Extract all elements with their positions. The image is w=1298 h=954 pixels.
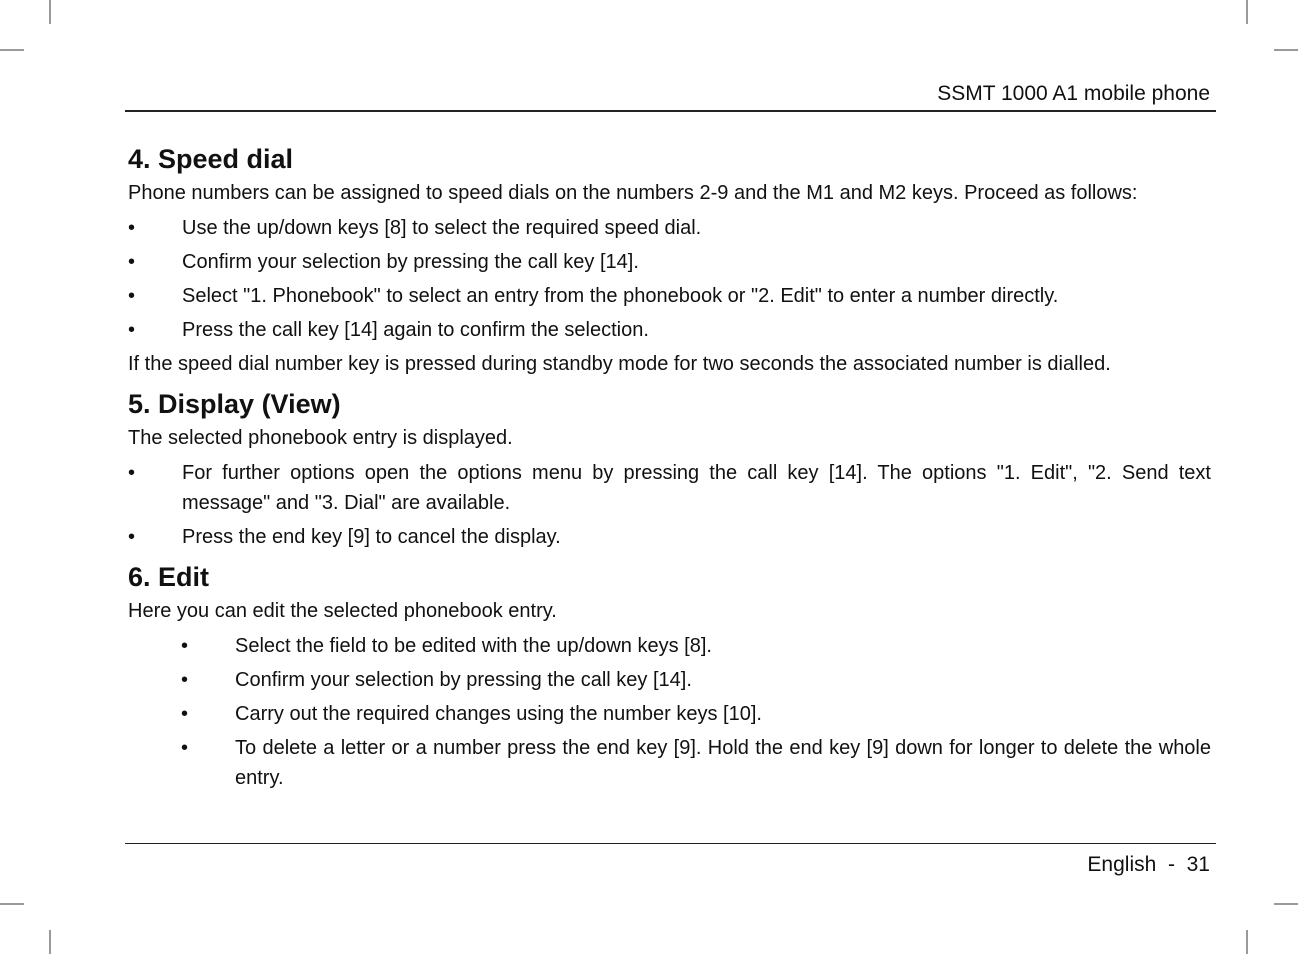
list-item: • Carry out the required changes using the number keys [10]. bbox=[181, 699, 1211, 729]
list-item: • Use the up/down keys [8] to select the required speed dial. bbox=[128, 213, 1211, 243]
section-heading: 4. Speed dial bbox=[128, 144, 294, 174]
crop-mark bbox=[49, 0, 51, 24]
crop-mark bbox=[0, 903, 24, 905]
bullet-icon: • bbox=[181, 635, 189, 657]
bullet-icon: • bbox=[128, 285, 136, 307]
bullet-list bbox=[128, 213, 1211, 345]
crop-mark bbox=[49, 930, 51, 954]
list-item: • Select the field to be edited with the up/down keys [8]. bbox=[181, 631, 1211, 661]
header-rule bbox=[125, 110, 1216, 112]
bullet-icon: • bbox=[128, 462, 136, 484]
section-intro: Here you can edit the selected phonebook entry. bbox=[128, 600, 557, 622]
section-outro: If the speed dial number key is pressed during standby mode for two seconds the associated number is dialled. bbox=[128, 353, 1111, 375]
list-item: • Confirm your selection by pressing the call key [14]. bbox=[128, 247, 1211, 277]
bullet-icon: • bbox=[128, 217, 136, 239]
section-intro: The selected phonebook entry is displayed. bbox=[128, 427, 513, 449]
bullet-icon: • bbox=[128, 251, 136, 273]
page-content bbox=[128, 140, 1211, 799]
bullet-icon: • bbox=[181, 737, 189, 759]
bullet-icon: • bbox=[181, 703, 189, 725]
section-display-view bbox=[128, 385, 1211, 552]
list-item: • Confirm your selection by pressing the call key [14]. bbox=[181, 665, 1211, 695]
page-number: English - 31 bbox=[1087, 853, 1210, 876]
section-heading: 5. Display (View) bbox=[128, 389, 341, 419]
crop-mark bbox=[1274, 49, 1298, 51]
list-item: • Select "1. Phonebook" to select an entry from the phonebook or "2. Edit" to enter a number directly. bbox=[128, 281, 1211, 311]
crop-mark bbox=[0, 49, 24, 51]
footer-rule bbox=[125, 843, 1216, 844]
section-intro: Phone numbers can be assigned to speed dials on the numbers 2-9 and the M1 and M2 keys. Proceed as follows: bbox=[128, 182, 1138, 204]
crop-mark bbox=[1246, 0, 1248, 24]
bullet-list bbox=[128, 631, 1211, 793]
bullet-icon: • bbox=[128, 526, 136, 548]
crop-mark bbox=[1246, 930, 1248, 954]
running-header: SSMT 1000 A1 mobile phone bbox=[937, 82, 1210, 105]
list-item: • For further options open the options menu by pressing the call key [14]. The options "1. Edit", "2. Send text message" and "3. Dial" are available. bbox=[128, 458, 1211, 518]
section-speed-dial bbox=[128, 140, 1211, 379]
bullet-icon: • bbox=[128, 319, 136, 341]
section-edit bbox=[128, 558, 1211, 793]
crop-mark bbox=[1274, 903, 1298, 905]
bullet-icon: • bbox=[181, 669, 189, 691]
list-item: • To delete a letter or a number press the end key [9]. Hold the end key [9] down for longer to delete the whole entry. bbox=[181, 733, 1211, 793]
section-heading: 6. Edit bbox=[128, 562, 210, 592]
list-item: • Press the end key [9] to cancel the display. bbox=[128, 522, 1211, 552]
list-item: • Press the call key [14] again to confirm the selection. bbox=[128, 315, 1211, 345]
bullet-list bbox=[128, 458, 1211, 552]
